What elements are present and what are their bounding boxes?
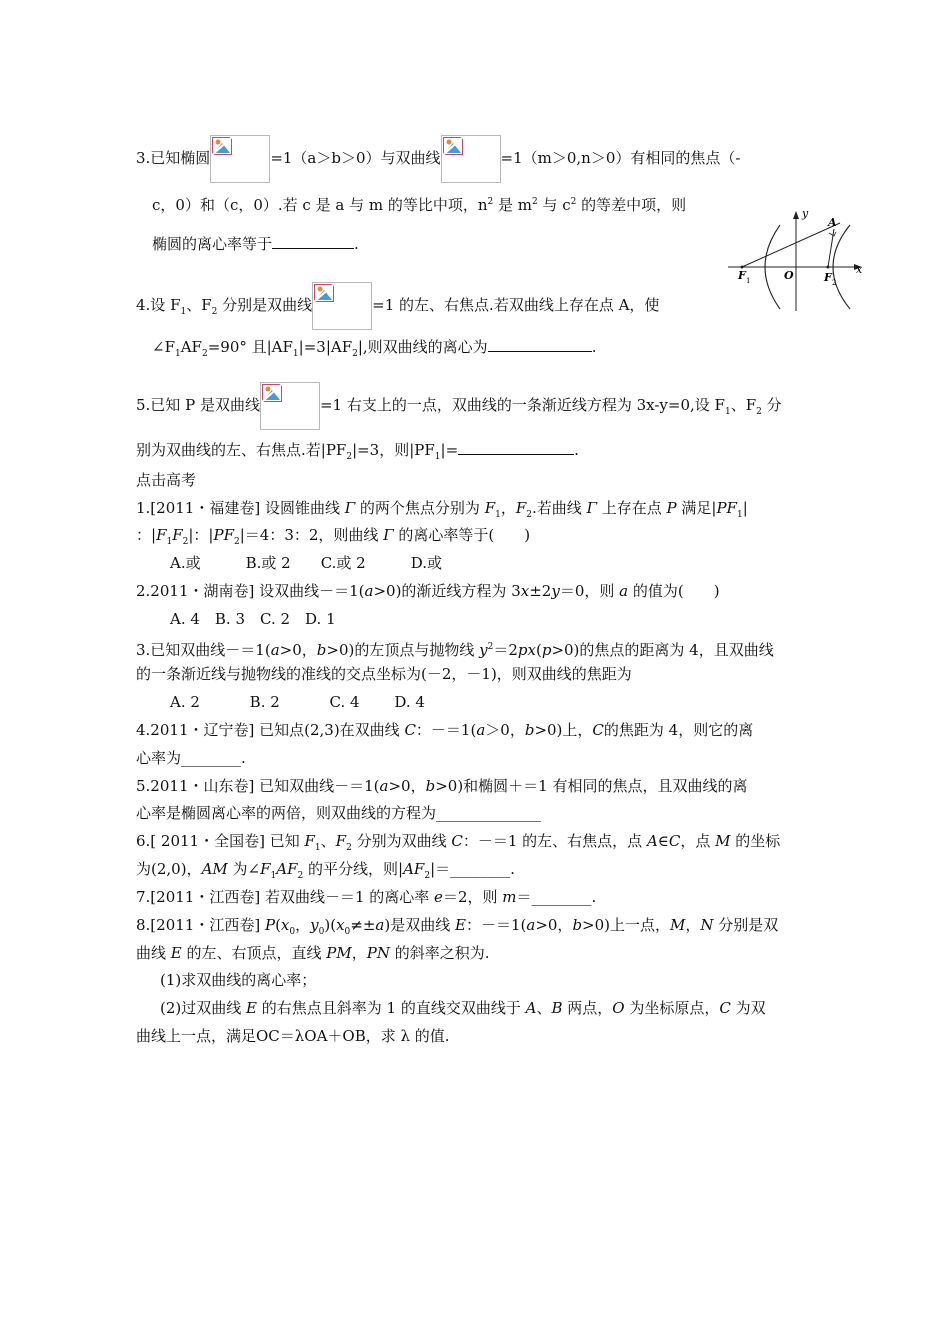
question-1-options: A.或 B.或 2 C.或 2 D.或 — [170, 554, 442, 572]
question-3-line-2: 的一条渐近线与抛物线的准线的交点坐标为(－2，－1)，则双曲线的焦距为 — [136, 665, 632, 683]
problem-5-line-2: 别为双曲线的左、右焦点.若$|PF_2|=3$，则$|PF_1|=$ . — [136, 441, 579, 462]
broken-image-icon — [312, 282, 372, 330]
question-5-line-2: 心率是椭圆离心率的两倍，则双曲线的方程为______________ — [136, 804, 542, 822]
answer-blank — [488, 337, 592, 352]
broken-image-icon — [210, 135, 270, 183]
question-8-part-2: (2)过双曲线 E 的右焦点且斜率为 1 的直线交双曲线于 A、B 两点，O 为坐标原点，C 为双 — [160, 999, 766, 1017]
f2-label: F — [824, 271, 832, 284]
f1-subscript: 1 — [746, 277, 751, 285]
question-8-part-2-cont: 曲线上一点，满足OC＝λOA＋OB，求 λ 的值. — [136, 1027, 450, 1045]
problem-5-line-1: 5.已知 P 是双曲线 =1 右支上的一点，双曲线的一条渐近线方程为 3x-y=0,设 $F_1$、$F_2$ 分 — [136, 382, 782, 430]
question-4-line-1: 4.2011・辽宁卷] 已知点(2,3)在双曲线 C：－＝1(a＞0，b>0)上，C的焦距为 4，则它的离 — [136, 721, 754, 739]
f1-label: F — [738, 269, 746, 282]
broken-image-icon — [260, 382, 320, 430]
question-5-line-1: 5.2011・山东卷] 已知双曲线－＝1(a>0，b>0)和椭圆＋＝1 有相同的焦点，且双曲线的离 — [136, 777, 748, 795]
problem-4-line-2: $\angle F_1AF_2=90^\circ$ 且$|AF_1|=3|AF_2|$,则双曲线的离心为 . — [152, 338, 597, 359]
question-7-line-1: 7.[2011・江西卷] 若双曲线－＝1 的离心率 e＝2，则 m＝________. — [136, 888, 597, 906]
question-3-options: A. 2 B. 2 C. 4 D. 4 — [170, 693, 425, 711]
problem-4-line-1: 4.设 $F_1$、$F_2$ 分别是双曲线 =1 的左、右焦点.若双曲线上存在点 A，使 — [136, 282, 659, 330]
problem-3-line-2: c，0）和（c，0）.若 c 是 a 与 m 的等比中项，$n^2$ 是 $m^2$ 与 $c^2$ 的等差中项，则 — [152, 196, 687, 214]
y-axis-label: y — [802, 207, 809, 220]
section-heading: 点击高考 — [136, 471, 197, 489]
hyperbola-diagram — [728, 205, 868, 315]
question-2-line-1: 2.2011・湖南卷] 设双曲线－＝1(a>0)的渐近线方程为 3x±2y＝0，则 a 的值为( ) — [136, 582, 720, 600]
problem-3-line-3: 椭圆的离心率等于 . — [152, 235, 359, 253]
question-2-options: A. 4 B. 3 C. 2 D. 1 — [170, 610, 336, 628]
question-1-line-2: ：$|F_1F_2|$：$|PF_2|=4$：3：2，则曲线 Γ 的离心率等于( ) — [136, 526, 531, 547]
question-6-line-1: 6.[ 2011・全国卷] 已知 $F_1$、$F_2$ 分别为双曲线 C：－＝1 的左、右焦点，点 A∈C，点 M 的坐标 — [136, 832, 781, 853]
question-8-part-1: (1)求双曲线的离心率； — [160, 971, 317, 989]
question-3-line-1: 3.已知双曲线－＝1(a>0，b>0)的左顶点与抛物线 $y^2=2px(p>0)$的焦点的距离为 4，且双曲线 — [136, 641, 774, 659]
x-axis-label: x — [856, 263, 863, 276]
question-1-line-1: 1.[2011・福建卷] 设圆锥曲线 Γ 的两个焦点分别为 $F_1$，$F_2$.若曲线 Γ 上存在点 P 满足$|PF_1|$ — [136, 499, 748, 520]
point-a-label: A — [828, 216, 837, 229]
answer-blank — [458, 440, 574, 455]
broken-image-icon — [441, 135, 501, 183]
question-8-line-2: 曲线 E 的左、右顶点，直线 PM，PN 的斜率之积为. — [136, 944, 490, 962]
question-8-line-1: 8.[2011・江西卷] $P(x_0$，$y_0)(x_0\ne\pm a)$是双曲线 E：－＝1(a>0，b>0)上一点，M，N 分别是双 — [136, 916, 779, 937]
f2-subscript: 2 — [832, 279, 837, 287]
answer-blank — [272, 234, 354, 249]
hyperbola-figure — [728, 205, 868, 315]
origin-label: O — [784, 269, 794, 282]
question-6-line-2: 为(2,0)，AM 为$\angle F_1AF_2$ 的平分线，则$|AF_2|=\_\_\_\_\_\_\_\_$. — [136, 860, 515, 881]
problem-3-line-1: 3.已知椭圆 =1（a＞b＞0）与双曲线 =1（m＞0,n＞0）有相同的焦点（- — [136, 135, 740, 183]
question-4-line-2: 心率为________. — [136, 749, 246, 767]
